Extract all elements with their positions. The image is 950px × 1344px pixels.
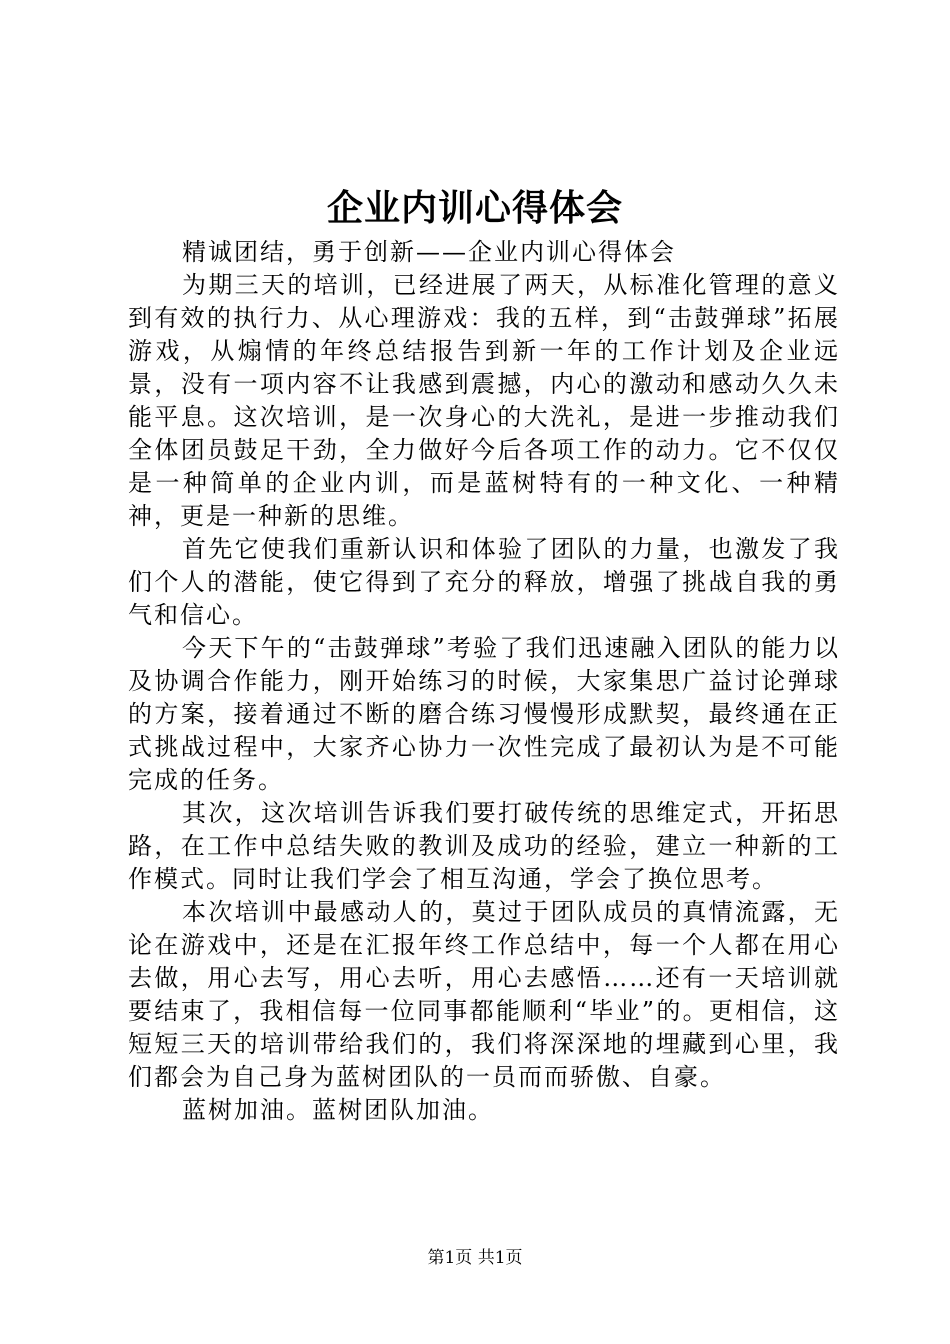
paragraph: 为期三天的培训，已经进展了两天，从标准化管理的意义到有效的执行力、从心理游戏：我的五样，到“击鼓弹球”拓展游戏，从煽情的年终总结报告到新一年的工作计划及企业远景，没有一项内容不让我感到震撼，内心的激动和感动久久未能平息。这次培训，是一次身心的大洗礼，是进一步推动我们全体团员鼓足干劲，全力做好今后各项工作的动力。它不仅仅是一种简单的企业内训，而是蓝树特有的一种文化、一种精神，更是一种新的思维。 [128, 271, 840, 530]
paragraph: 首先它使我们重新认识和体验了团队的力量，也激发了我们个人的潜能，使它得到了充分的释放，增强了挑战自我的勇气和信心。 [128, 535, 840, 629]
paragraph: 本次培训中最感动人的，莫过于团队成员的真情流露，无论在游戏中，还是在汇报年终工作总结中，每一个人都在用心去做，用心去写，用心去听，用心去感悟……还有一天培训就要结束了，我相信每一位同事都能顺利“毕业”的。更相信，这短短三天的培训带给我们的，我们将深深地的埋藏到心里，我们都会为自己身为蓝树团队的一员而而骄傲、自豪。 [128, 898, 840, 1091]
paragraph: 其次，这次培训告诉我们要打破传统的思维定式，开拓思路，在工作中总结失败的教训及成功的经验，建立一种新的工作模式。同时让我们学会了相互沟通，学会了换位思考。 [128, 799, 840, 893]
paragraph: 今天下午的“击鼓弹球”考验了我们迅速融入团队的能力以及协调合作能力，刚开始练习的时候，大家集思广益讨论弹球的方案，接着通过不断的磨合练习慢慢形成默契，最终通在正式挑战过程中，大家齐心协力一次性完成了最初认为是不可能完成的任务。 [128, 634, 840, 794]
page-number-footer: 第1页 共1页 [427, 1248, 523, 1268]
document-body [128, 236, 840, 1127]
paragraph-subtitle: 精诚团结，勇于创新——企业内训心得体会 [182, 238, 676, 266]
document-title: 企业内训心得体会 [326, 187, 623, 229]
paragraph-closing: 蓝树加油。蓝树团队加油。 [182, 1096, 494, 1124]
